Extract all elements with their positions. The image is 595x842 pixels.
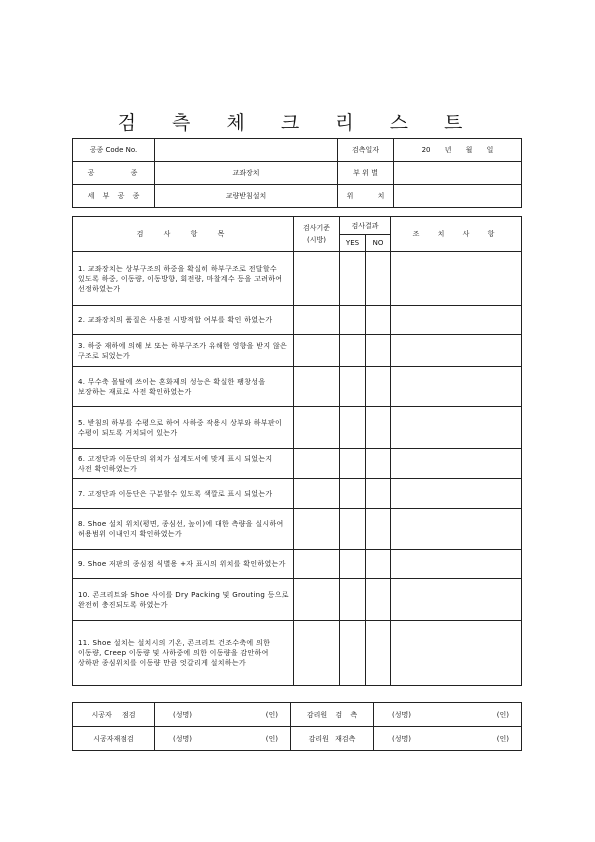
signer-role: 시공자재점검 bbox=[73, 727, 155, 751]
header-yes: YES bbox=[340, 235, 366, 252]
action-cell[interactable] bbox=[391, 509, 522, 550]
header-action: 조 치 사 항 bbox=[391, 217, 522, 252]
checklist-row bbox=[73, 367, 522, 407]
checklist-row bbox=[73, 252, 522, 306]
signer-role: 감리원 재검측 bbox=[291, 727, 374, 751]
date-value-field[interactable]: 20 년 월 일 bbox=[394, 139, 522, 162]
loc-value-field[interactable] bbox=[394, 185, 522, 208]
checklist-row bbox=[73, 407, 522, 449]
no-checkbox[interactable] bbox=[366, 335, 391, 367]
yes-checkbox[interactable] bbox=[340, 367, 366, 407]
no-checkbox[interactable] bbox=[366, 509, 391, 550]
signer-role: 시공자 점검 bbox=[73, 703, 155, 727]
no-checkbox[interactable] bbox=[366, 367, 391, 407]
info-row-code bbox=[73, 139, 522, 162]
checklist-item-text: 3. 하중 재하에 의해 보 또는 하부구조가 유해한 영향을 받지 않은 구조로 되었는가 bbox=[73, 335, 294, 367]
seal-placeholder: (인) bbox=[265, 734, 278, 743]
yes-checkbox[interactable] bbox=[340, 449, 366, 479]
checklist-row bbox=[73, 509, 522, 550]
standard-cell[interactable] bbox=[294, 579, 340, 621]
action-cell[interactable] bbox=[391, 335, 522, 367]
header-standard: 검사기준 (시방) bbox=[294, 217, 340, 252]
info-table bbox=[72, 138, 522, 208]
info-row-type bbox=[73, 162, 522, 185]
standard-cell[interactable] bbox=[294, 367, 340, 407]
info-row-detail bbox=[73, 185, 522, 208]
signature-row bbox=[73, 703, 522, 727]
no-checkbox[interactable] bbox=[366, 306, 391, 335]
name-placeholder: (성명) bbox=[392, 710, 411, 719]
header-result: 검사결과 bbox=[340, 217, 391, 235]
checklist-item-text: 9. Shoe 저판의 종심점 식별용 +자 표시의 위치를 확인하였는가 bbox=[73, 550, 294, 579]
checklist-row bbox=[73, 621, 522, 686]
name-placeholder: (성명) bbox=[173, 734, 192, 743]
signer-role: 감리원 검 측 bbox=[291, 703, 374, 727]
seal-placeholder: (인) bbox=[496, 734, 509, 743]
no-checkbox[interactable] bbox=[366, 550, 391, 579]
loc-label: 위 치 bbox=[338, 185, 394, 208]
name-placeholder: (성명) bbox=[173, 710, 192, 719]
checklist-item-text: 1. 교좌장치는 상부구조의 하중을 확실히 하부구조로 전달할수 있도록 하중, 이동량, 이동방향, 회전량, 마찰계수 등을 고려하여 선정하였는가 bbox=[73, 252, 294, 306]
checklist-item-text: 10. 콘크리트와 Shoe 사이를 Dry Packing 및 Grouting 등으로 완전히 충진되도록 하였는가 bbox=[73, 579, 294, 621]
name-placeholder: (성명) bbox=[392, 734, 411, 743]
checklist-row bbox=[73, 335, 522, 367]
checklist-item-text: 7. 고정단과 이동단은 구분할수 있도록 색깔로 표시 되었는가 bbox=[73, 479, 294, 509]
checklist-row bbox=[73, 579, 522, 621]
date-label: 검측일자 bbox=[338, 139, 394, 162]
checklist-item-text: 11. Shoe 설치는 설치시의 기온, 콘크리트 건조수축에 의한 이동량, Creep 이동량 및 사하중에 의한 이동량을 감안하여 상하판 종심위치를 이동량 만큼 엇갈리게 설치하는가 bbox=[73, 621, 294, 686]
type-label: 공 종 bbox=[73, 162, 155, 185]
checklist-row bbox=[73, 550, 522, 579]
standard-cell[interactable] bbox=[294, 509, 340, 550]
no-checkbox[interactable] bbox=[366, 252, 391, 306]
signature-field[interactable] bbox=[374, 727, 522, 751]
detail-label: 세 부 공 종 bbox=[73, 185, 155, 208]
standard-cell[interactable] bbox=[294, 621, 340, 686]
checklist-item-text: 2. 교좌장치의 품질은 사용전 시방적합 여부를 확인 하였는가 bbox=[73, 306, 294, 335]
standard-cell[interactable] bbox=[294, 550, 340, 579]
standard-cell[interactable] bbox=[294, 449, 340, 479]
yes-checkbox[interactable] bbox=[340, 407, 366, 449]
checklist-item-text: 4. 무수축 몰탈에 쓰이는 혼화제의 성능은 확실한 팽창성을 보장하는 재료로 사전 확인하였는가 bbox=[73, 367, 294, 407]
checklist-item-text: 8. Shoe 설치 위치(평면, 종심선, 높이)에 대한 측량을 실시하여 허용범위 이내인지 확인하였는가 bbox=[73, 509, 294, 550]
no-checkbox[interactable] bbox=[366, 621, 391, 686]
yes-checkbox[interactable] bbox=[340, 621, 366, 686]
yes-checkbox[interactable] bbox=[340, 335, 366, 367]
signature-field[interactable] bbox=[374, 703, 522, 727]
action-cell[interactable] bbox=[391, 367, 522, 407]
detail-value-field[interactable]: 교량받침설치 bbox=[155, 185, 338, 208]
action-cell[interactable] bbox=[391, 579, 522, 621]
standard-cell[interactable] bbox=[294, 335, 340, 367]
code-label: 공종 Code No. bbox=[73, 139, 155, 162]
no-checkbox[interactable] bbox=[366, 479, 391, 509]
no-checkbox[interactable] bbox=[366, 579, 391, 621]
checklist-row bbox=[73, 449, 522, 479]
action-cell[interactable] bbox=[391, 621, 522, 686]
header-no: NO bbox=[366, 235, 391, 252]
no-checkbox[interactable] bbox=[366, 449, 391, 479]
document-title: 검 측 체 크 리 스 트 bbox=[117, 112, 478, 134]
checklist-table bbox=[72, 216, 522, 686]
standard-cell[interactable] bbox=[294, 479, 340, 509]
signature-field[interactable] bbox=[155, 727, 291, 751]
seal-placeholder: (인) bbox=[496, 710, 509, 719]
no-checkbox[interactable] bbox=[366, 407, 391, 449]
action-cell[interactable] bbox=[391, 252, 522, 306]
checklist-row bbox=[73, 479, 522, 509]
action-cell[interactable] bbox=[391, 479, 522, 509]
signature-table bbox=[72, 702, 522, 751]
action-cell[interactable] bbox=[391, 407, 522, 449]
checklist-item-text: 6. 고정단과 이동단의 위치가 설계도서에 맞게 표시 되었는지 사전 확인하였는가 bbox=[73, 449, 294, 479]
checklist-item-text: 5. 받침의 하부를 수평으로 하여 사하중 작용시 상부와 하부판이 수평이 되도록 거치되어 있는가 bbox=[73, 407, 294, 449]
yes-checkbox[interactable] bbox=[340, 550, 366, 579]
action-cell[interactable] bbox=[391, 449, 522, 479]
yes-checkbox[interactable] bbox=[340, 252, 366, 306]
standard-cell[interactable] bbox=[294, 306, 340, 335]
type-value-field[interactable]: 교좌장치 bbox=[155, 162, 338, 185]
checklist-row bbox=[73, 306, 522, 335]
dept-label: 부 위 별 bbox=[338, 162, 394, 185]
yes-checkbox[interactable] bbox=[340, 306, 366, 335]
signature-field[interactable] bbox=[155, 703, 291, 727]
action-cell[interactable] bbox=[391, 550, 522, 579]
yes-checkbox[interactable] bbox=[340, 479, 366, 509]
dept-value-field[interactable] bbox=[394, 162, 522, 185]
seal-placeholder: (인) bbox=[265, 710, 278, 719]
action-cell[interactable] bbox=[391, 306, 522, 335]
header-item: 검 사 항 목 bbox=[73, 217, 294, 252]
yes-checkbox[interactable] bbox=[340, 579, 366, 621]
code-value-field[interactable] bbox=[155, 139, 338, 162]
standard-cell[interactable] bbox=[294, 252, 340, 306]
yes-checkbox[interactable] bbox=[340, 509, 366, 550]
standard-cell[interactable] bbox=[294, 407, 340, 449]
signature-row bbox=[73, 727, 522, 751]
checklist-header-row bbox=[73, 217, 522, 235]
